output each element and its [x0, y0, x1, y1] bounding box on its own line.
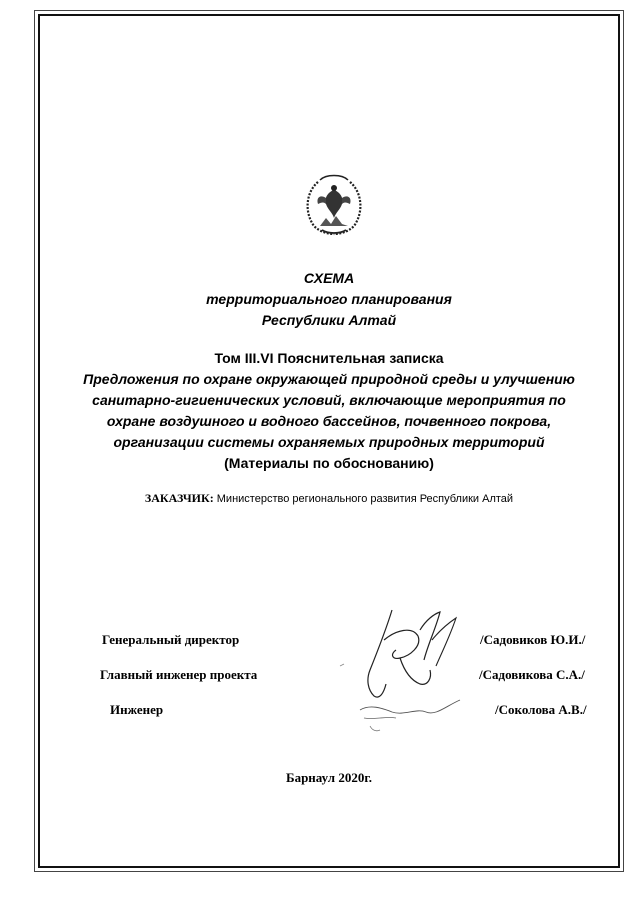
- document-title: [40, 268, 618, 331]
- title-line-3: Республики Алтай: [261, 312, 397, 328]
- volume-desc-line-3: охране воздушного и водного бассейнов, почвенного покрова,: [106, 413, 552, 429]
- title-line-2: территориального планирования: [206, 291, 452, 307]
- volume-heading: Том III.VI Пояснительная записка: [214, 350, 444, 366]
- volume-desc-line-1: Предложения по охране окружающей природной среды и улучшению: [83, 371, 575, 387]
- volume-block: [40, 348, 618, 474]
- volume-desc-line-4: организации системы охраняемых природных территорий: [113, 434, 545, 450]
- customer-name: Министерство регионального развития Республики Алтай: [216, 493, 514, 505]
- city-year: Барнаул 2020г.: [285, 770, 373, 785]
- customer-line: [40, 491, 618, 506]
- signatory-name-3: /Соколова А.В./: [495, 702, 587, 717]
- volume-desc-line-2: санитарно-гигиенических условий, включающие мероприятия по: [92, 392, 566, 408]
- handwritten-signature: [300, 600, 490, 740]
- signatory-name-2: /Садовикова С.А./: [479, 667, 585, 682]
- coat-of-arms-icon: [298, 168, 370, 240]
- customer-label: ЗАКАЗЧИК:: [144, 491, 214, 505]
- volume-note: (Материалы по обоснованию): [224, 455, 434, 471]
- signatory-name-1: /Садовиков Ю.И./: [480, 632, 586, 647]
- title-line-1: СХЕМА: [303, 270, 355, 286]
- signatory-role-2: Главный инженер проекта: [100, 667, 258, 682]
- signatory-role-3: Инженер: [110, 702, 164, 717]
- signatory-role-1: Генеральный директор: [102, 632, 240, 647]
